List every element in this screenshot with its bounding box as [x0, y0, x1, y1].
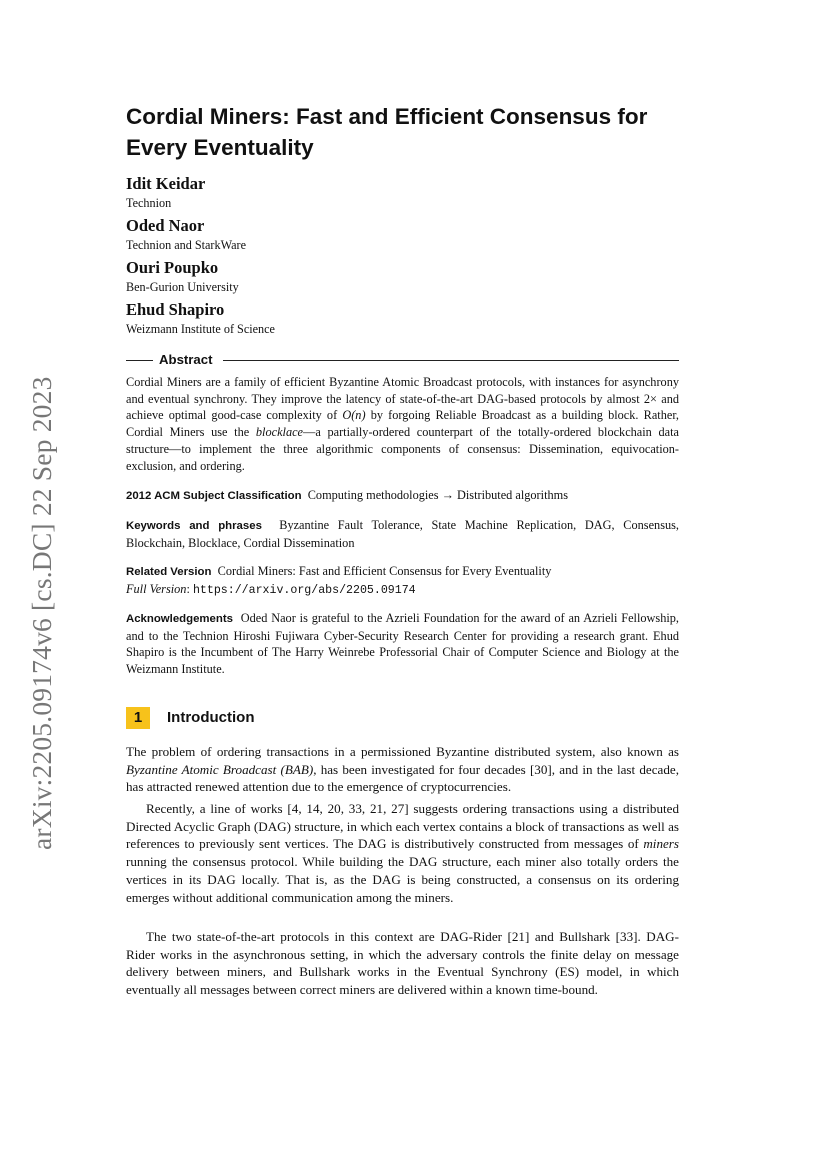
keywords-label: Keywords and phrases — [126, 520, 262, 532]
related-value: Cordial Miners: Fast and Efficient Consensus for Every Eventuality — [217, 564, 552, 578]
complexity-math: O(n) — [342, 408, 366, 423]
author-affiliation: Weizmann Institute of Science — [126, 322, 275, 336]
author-block — [126, 258, 239, 295]
miners-term: miners — [643, 836, 679, 852]
arxiv-identifier: arXiv:2205.09174v6 [cs.DC] 22 Sep 2023 — [26, 376, 57, 850]
intro-paragraph: Recently, a line of works [4, 14, 20, 33, 21, 27] suggests ordering transactions using a distributed Directed Acyclic Graph (DAG) structure, in which each vertex contains a block of transactions as well as references to previously sent vertices. The DAG is distributively constructed from messages of miners running the consensus protocol. While building the DAG structure, each miner also totally orders the vertices in its DAG locally. That is, as the DAG is being constructed, a consensus on its ordering emerges without additional communication among the miners. — [126, 801, 679, 905]
author-affiliation: Technion and StarkWare — [126, 238, 246, 252]
acknowledgements — [126, 610, 679, 678]
abstract-heading: Abstract — [159, 352, 213, 367]
author-block — [126, 174, 205, 211]
intro-paragraph: The two state-of-the-art protocols in this context are DAG-Rider [21] and Bullshark [33]. DAG-Rider works in the asynchronous setting, in which the adversary controls the finite delay on message delivery between miners, and Bullshark works in the Eventual Synchrony (ES) model, in which eventually all messages between correct miners are delivered within a known time-bound. — [126, 929, 679, 998]
author-affiliation: Ben-Gurion University — [126, 280, 239, 294]
keywords — [126, 517, 679, 551]
intro-paragraph: The problem of ordering transactions in a permissioned Byzantine distributed system, also known as Byzantine Atomic Broadcast (BAB), has been investigated for four decades [30], and in the last decade, has attracted renewed attention due to the emergence of cryptocurrencies. — [126, 744, 679, 795]
bab-term: Byzantine Atomic Broadcast (BAB) — [126, 761, 314, 777]
related-label: Related Version — [126, 566, 212, 578]
acm-value: Computing methodologies → Distributed algorithms — [307, 488, 568, 502]
section-title: Introduction — [167, 709, 255, 726]
abstract-heading-rule — [126, 352, 679, 370]
author-block — [126, 300, 275, 337]
acknowledgements-value: Oded Naor is grateful to the Azrieli Foundation for the award of an Azrieli Fellowship, and to the Technion Hiroshi Fujiwara Cyber-Security Research Center for providing a research grant. Ehud Shapiro is the Incumbent of The Harry Weinrebe Professorial Chair of Computer Science and Biology at the Weizmann Institute. — [126, 611, 679, 677]
acknowledgements-label: Acknowledgements — [126, 613, 233, 625]
author-affiliation: Technion — [126, 196, 172, 210]
author-name: Oded Naor — [126, 216, 205, 235]
author-name: Ouri Poupko — [126, 258, 219, 277]
acm-classification — [126, 487, 679, 505]
full-version-link[interactable]: https://arxiv.org/abs/2205.09174 — [192, 583, 416, 597]
paper-title: Cordial Miners: Fast and Efficient Consensus for Every Eventuality — [126, 104, 648, 160]
blocklace-term: blocklace — [255, 425, 304, 440]
acm-label: 2012 ACM Subject Classification — [126, 490, 302, 502]
abstract-text: Cordial Miners are a family of efficient Byzantine Atomic Broadcast protocols, with instances for asynchrony and eventual synchrony. They improve the latency of state-of-the-art DAG-based protocols by almost 2× and achieve optimal good-case complexity of O(n) by forgoing Reliable Broadcast as a building block. Rather, Cordial Miners use the blocklace—a partially-ordered counterpart of the totally-ordered blockchain data structure—to implement the three algorithmic components of consensus: Dissemination, equivocation-exclusion, and ordering. — [126, 375, 679, 473]
author-name: Idit Keidar — [126, 174, 206, 193]
author-block — [126, 216, 246, 253]
keywords-value: Byzantine Fault Tolerance, State Machine Replication, DAG, Consensus, Blockchain, Blocklace, Cordial Dissemination — [126, 518, 679, 550]
section-number: 1 — [126, 707, 150, 729]
related-version: Related Version Cordial Miners: Fast and Efficient Consensus for Every Eventuality Full Version: https://arxiv.org/abs/2205.09174 — [126, 564, 552, 597]
author-name: Ehud Shapiro — [126, 300, 225, 319]
divider — [223, 360, 679, 361]
divider — [126, 360, 153, 361]
full-version-label: Full Version — [126, 581, 187, 596]
